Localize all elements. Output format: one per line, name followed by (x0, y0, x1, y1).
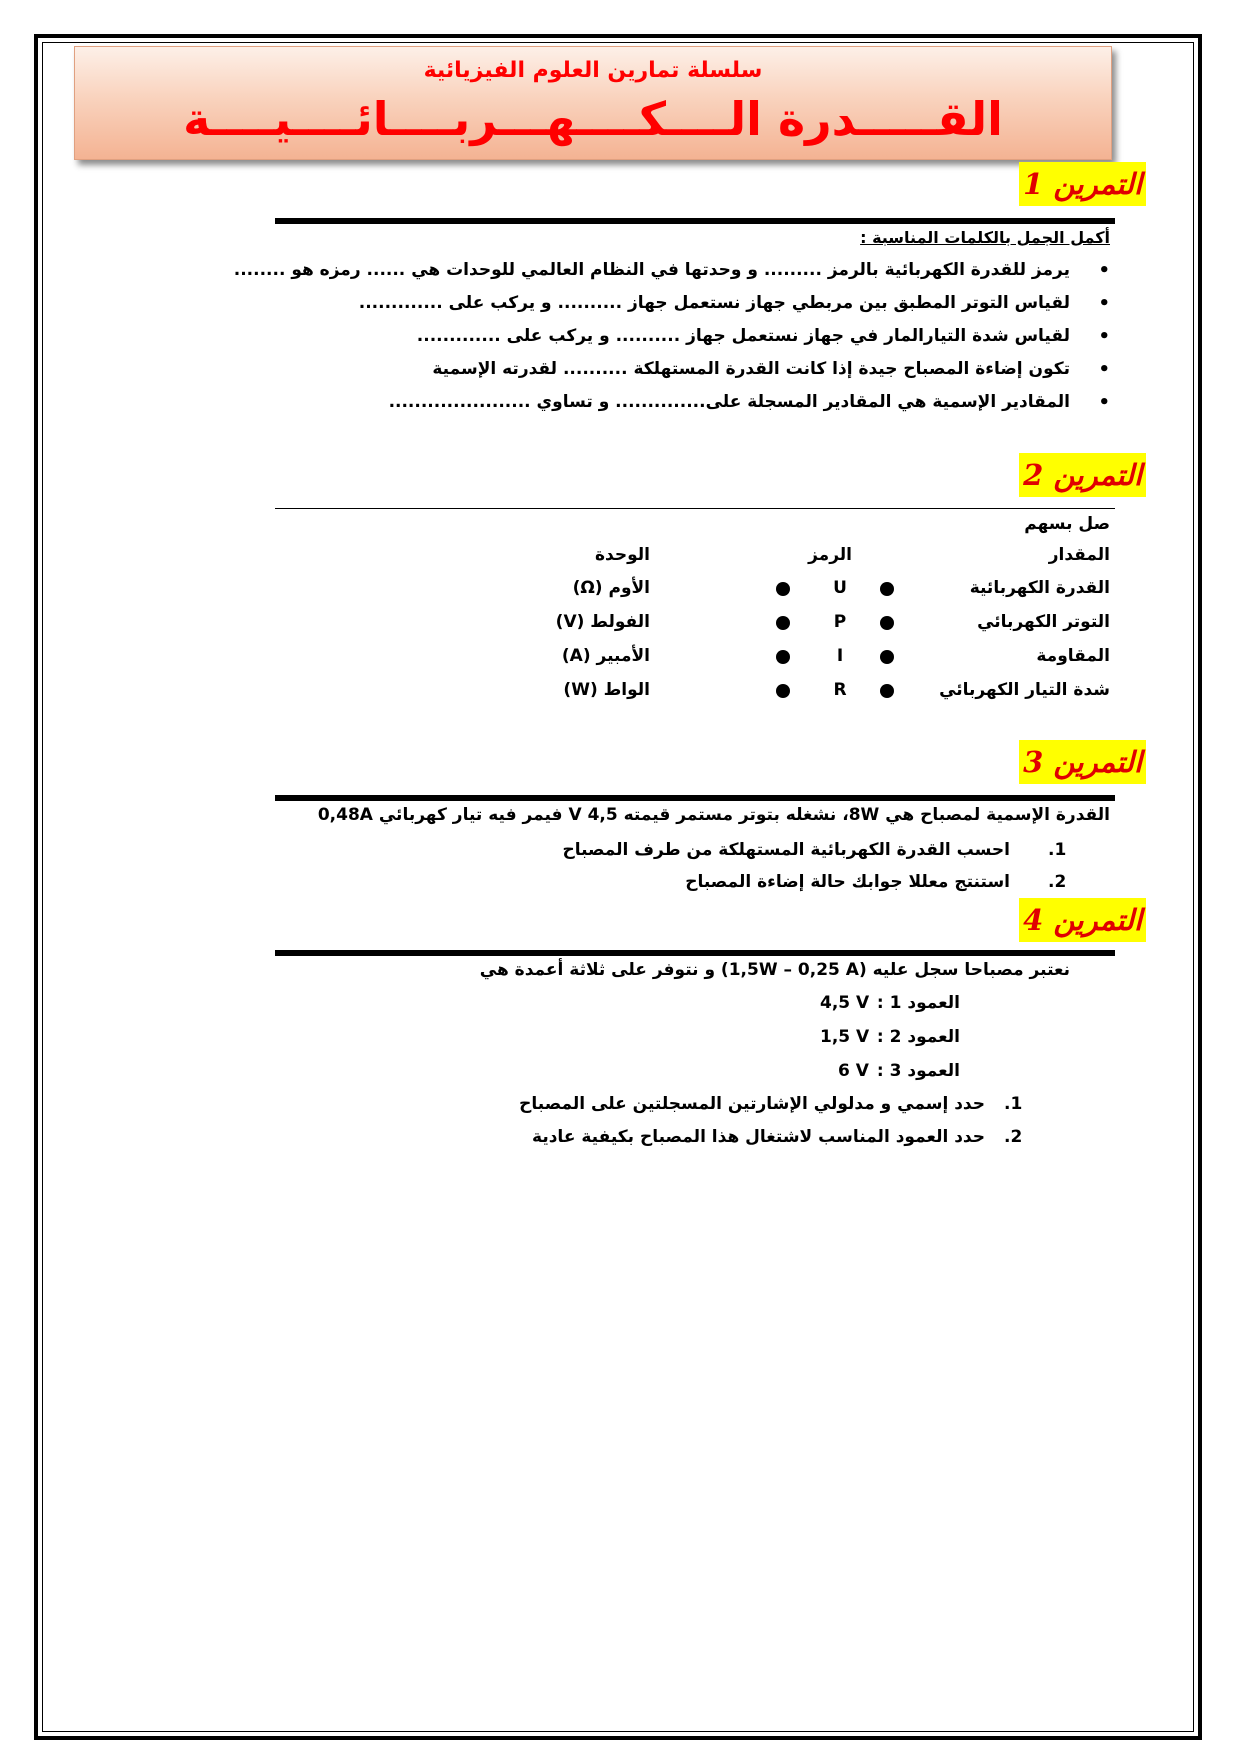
column-label: العمود 3 : (876, 1061, 960, 1081)
unit-dot[interactable] (776, 650, 790, 664)
unit-dot[interactable] (776, 582, 790, 596)
question-text: حدد إسمي و مدلولي الإشارتين المسجلتين على المصباح (519, 1094, 985, 1114)
quantity-cell: شدة التيار الكهربائي (939, 680, 1110, 700)
quantity-cell: القدرة الكهربائية (969, 578, 1110, 598)
exercise-2-title: التمرين 2 (1019, 453, 1146, 497)
symbol-cell: U (833, 578, 847, 598)
quantity-dot[interactable] (880, 582, 894, 596)
unit-dot[interactable] (776, 684, 790, 698)
symbol-cell: P (833, 612, 847, 632)
series-subtitle: سلسلة تمارين العلوم الفيزيائية (423, 58, 763, 83)
exercise-1-item: • لقياس التوتر المطبق بين مربطي جهاز نستعمل جهاز .......... و يركب على ............. (359, 293, 1070, 313)
column-label: العمود 2 : (876, 1027, 960, 1047)
column-value: 1,5 V (820, 1027, 870, 1047)
question-number: .2 (1004, 1127, 1023, 1147)
unit-header: الوحدة (595, 545, 650, 565)
question-number: .1 (1004, 1094, 1023, 1114)
symbol-cell: I (836, 646, 844, 666)
exercise-1-title: التمرين 1 (1019, 162, 1146, 206)
question-text: احسب القدرة الكهربائية المستهلكة من طرف المصباح (562, 840, 1010, 860)
lesson-title: القـــــدرة الــــكــــهـــربــــائــــيــــة (183, 92, 1003, 146)
exercise-1-item: • يرمز للقدرة الكهربائية بالرمز ......... و وحدتها في النظام العالمي للوحدات هي ...... رمزه هو ........ (234, 260, 1070, 280)
quantity-dot[interactable] (880, 650, 894, 664)
exercise-4-title: التمرين 4 (1019, 898, 1146, 942)
exercise-1-item: • لقياس شدة التيارالمار في جهاز نستعمل جهاز .......... و يركب على ............. (417, 326, 1070, 346)
exercise-1-rule (275, 218, 1115, 224)
exercise-2-instruction: صل بسهم (1024, 514, 1110, 534)
column-label: العمود 1 : (876, 993, 960, 1013)
symbol-header: الرمز (808, 545, 852, 565)
exercise-1-instruction: أكمل الجمل بالكلمات المناسبة : (860, 228, 1110, 247)
quantity-cell: التوتر الكهربائي (977, 612, 1110, 632)
question-text: حدد العمود المناسب لاشتغال هذا المصباح بكيفية عادية (532, 1127, 985, 1147)
unit-dot[interactable] (776, 616, 790, 630)
question-number: .2 (1048, 872, 1067, 892)
quantity-dot[interactable] (880, 616, 894, 630)
unit-cell: الواط (W) (563, 680, 650, 700)
column-value: 6 V (838, 1061, 869, 1081)
symbol-cell: R (833, 680, 847, 700)
quantity-cell: المقاومة (1036, 646, 1110, 666)
column-value: 4,5 V (820, 993, 870, 1013)
question-number: .1 (1048, 840, 1067, 860)
quantity-header: المقدار (1048, 545, 1110, 565)
quantity-dot[interactable] (880, 684, 894, 698)
unit-cell: الفولط (V) (555, 612, 650, 632)
exercise-3-statement: القدرة الإسمية لمصباح هي 8W، نشغله بتوتر مستمر قيمته 4,5 V فيمر فيه تيار كهربائي 0,48A (317, 805, 1110, 825)
exercise-3-rule (275, 795, 1115, 801)
exercise-4-rule (275, 950, 1115, 956)
exercise-2-rule (275, 508, 1115, 509)
unit-cell: الأوم (Ω) (572, 578, 650, 598)
exercise-3-title: التمرين 3 (1019, 740, 1146, 784)
exercise-1-item: • المقادير الإسمية هي المقادير المسجلة على.............. و تساوي ...................... (389, 392, 1070, 412)
question-text: استنتج معللا جوابك حالة إضاءة المصباح (685, 872, 1010, 892)
exercise-4-statement: نعتبر مصباحا سجل عليه (1,5W – 0,25 A) و نتوفر على ثلاثة أعمدة هي (479, 960, 1070, 980)
unit-cell: الأمبير (A) (561, 646, 650, 666)
exercise-1-item: • تكون إضاءة المصباح جيدة إذا كانت القدرة المستهلكة .......... لقدرته الإسمية (432, 359, 1070, 379)
